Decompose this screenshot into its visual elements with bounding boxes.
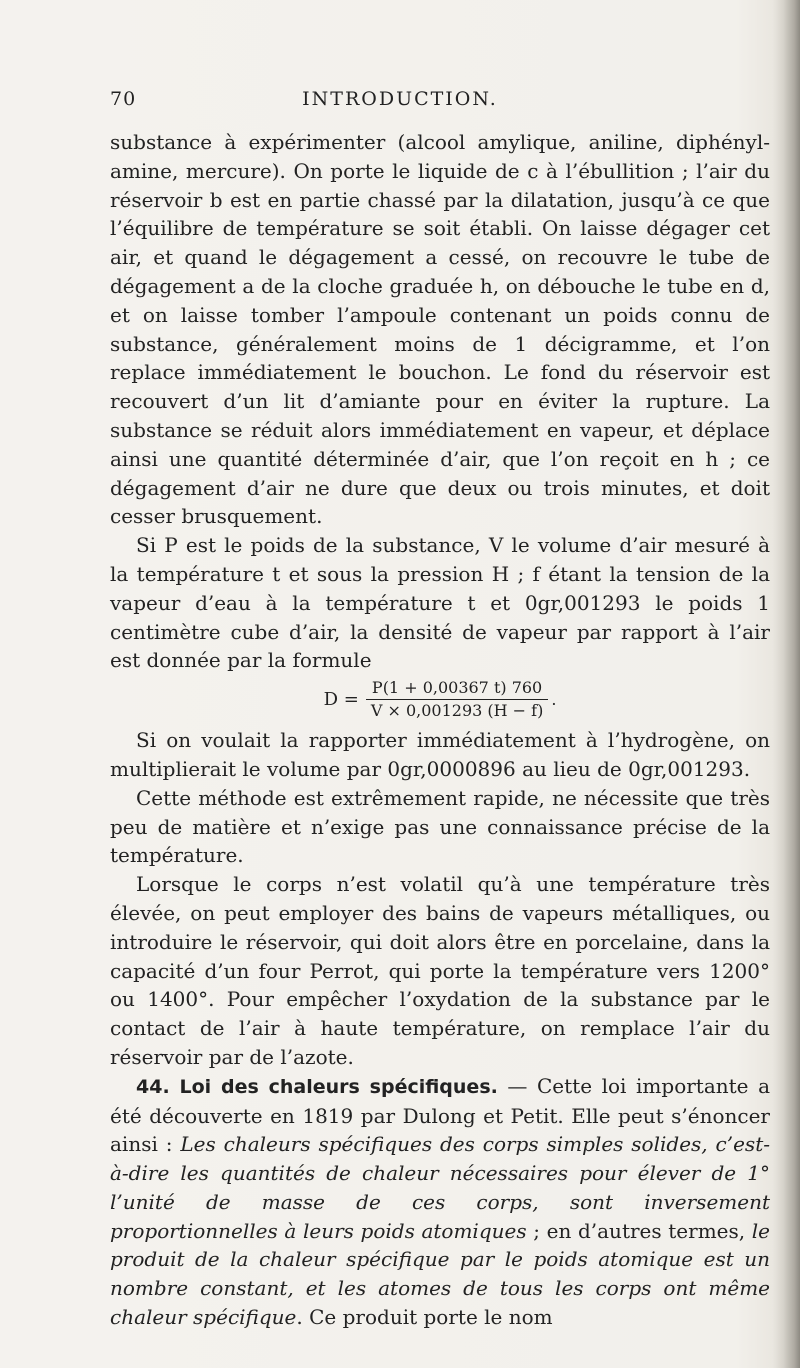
section-44-paragraph (110, 1072, 770, 1332)
formula-denominator: V × 0,001293 (H − f) (370, 701, 544, 721)
section-44-connector: ; en d’autres termes, (526, 1218, 752, 1243)
page-edge-shadow (772, 0, 800, 1368)
paragraph-5: Lorsque le corps n’est volatil qu’à une température très élevée, on peut employer des bains de vapeurs métalliques, ou introduire le réservoir, qui doit alors être en porcelaine, dans la capacité d’un four Perrot, qui porte la température vers 1200° ou 1400°. Pour empêcher l’oxydation de la substance par le contact de l’air à haute température, on remplace l’air du réservoir par de l’azote. (110, 872, 770, 1069)
body-text (110, 128, 770, 1332)
formula-numerator: P(1 + 0,00367 t) 760 (366, 679, 548, 700)
section-44-law: Les chaleurs spécifiques des corps simples solides, c’est-à-dire les quantités de chaleur nécessaires pour élever de 1° l’unité de masse de ces corps, sont inversement proportionnelles à leurs poids atomiques (110, 1132, 770, 1243)
section-44-intro: — Cette loi importante a été découverte en 1819 par Dulong et Petit. Elle peut s’énoncer ainsi : (110, 1073, 771, 1157)
paragraph-4: Cette méthode est extrêmement rapide, ne nécessite que très peu de matière et n’exige pas une connaissance précise de la température. (110, 785, 770, 868)
paragraph-1: substance à expérimenter (alcool amylique, aniline, diphényl-amine, mercure). On porte le liquide de c à l’ébullition ; l’air du réservoir b est en partie chassé par la dilatation, jusqu’à ce que l’équilibre de température se soit établi. On laisse dégager cet air, et quand le dégagement a cessé, on recouvre le tube de dégagement a de la cloche graduée h, on débouche le tube en d, et on laisse tomber l’ampoule contenant un poids connu de substance, généralement moins de 1 décigramme, et l’on replace immédiatement le bouchon. Le fond du réservoir est recouvert d’un lit d’amiante pour en éviter la rupture. La substance se réduit alors immédiatement en vapeur, et déplace ainsi une quantité déterminée d’air, que l’on reçoit en h ; ce dégagement d’air ne dure que deux ou trois minutes, et doit cesser brusquement. (110, 130, 770, 529)
formula-fraction (365, 679, 550, 720)
formula-lhs: D = (323, 688, 359, 710)
running-title: INTRODUCTION. (302, 88, 498, 110)
paragraph-2: Si P est le poids de la substance, V le volume d’air mesuré à la température t et sous la pression H ; f étant la tension de la vapeur d’eau à la température t et 0gr,001293 le poids 1 centimètre cube d’air, la densité de vapeur par rapport à l’air est donnée par la formule (110, 533, 770, 673)
section-44-tail: . Ce produit porte le nom (296, 1305, 553, 1330)
density-formula (110, 679, 770, 720)
page-header (110, 88, 690, 116)
paragraph-3: Si on voulait la rapporter immédiatement à l’hydrogène, on multiplierait le volume par 0gr,0000896 au lieu de 0gr,001293. (110, 728, 770, 781)
section-44-title: 44. Loi des chaleurs spécifiques. (136, 1075, 498, 1098)
section-44-restatement: le produit de la chaleur spécifique par le poids atomique est un nombre constant, et les atomes de tous les corps ont même chaleur spécifique (110, 1218, 770, 1330)
page-number: 70 (110, 88, 137, 110)
formula-end: . (551, 689, 557, 709)
